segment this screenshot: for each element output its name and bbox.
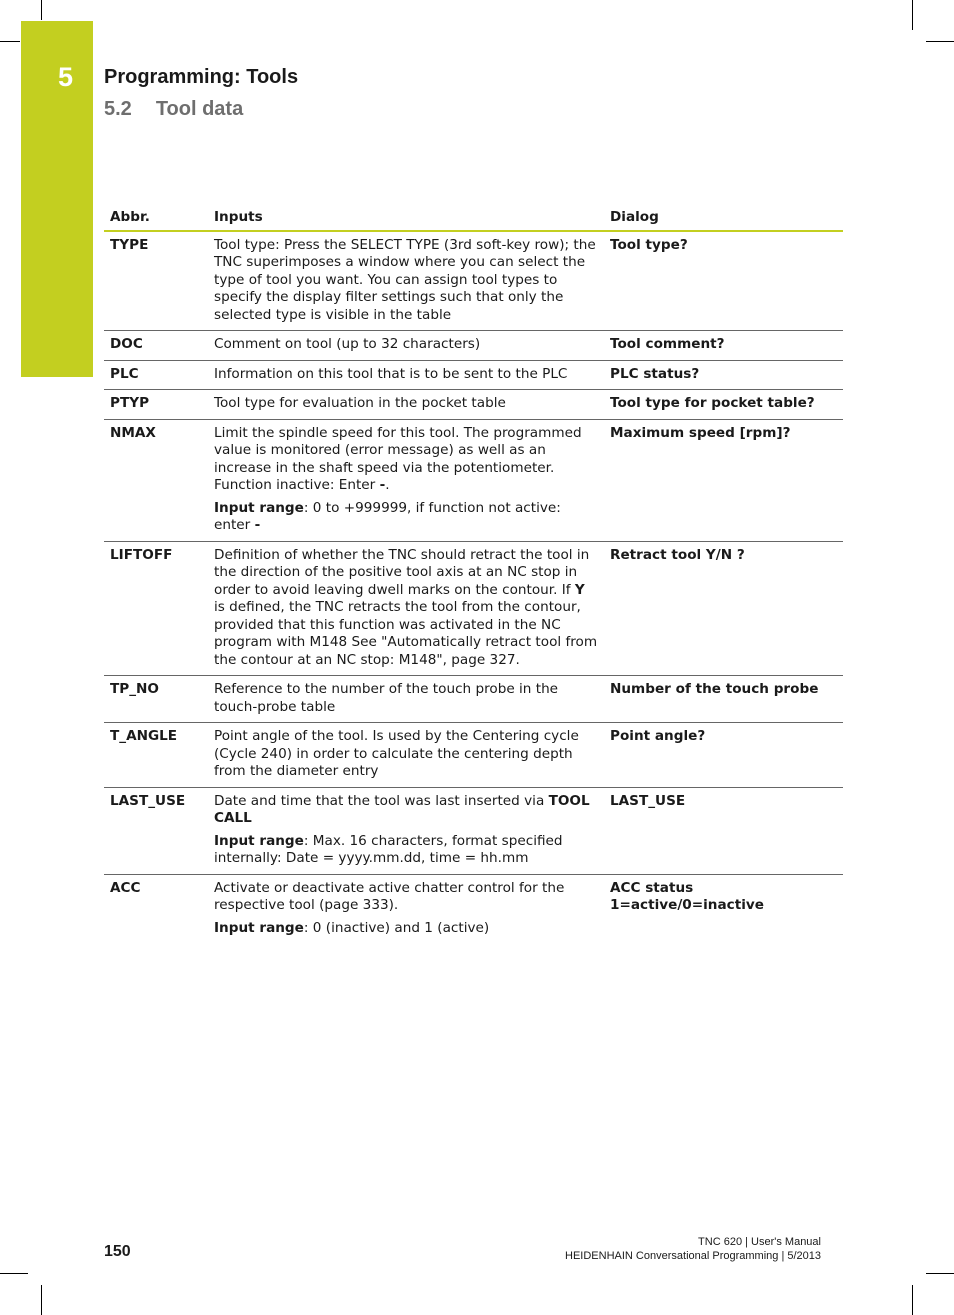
crop-mark	[41, 1285, 42, 1315]
cell-inputs	[208, 541, 604, 676]
cell-abbr: DOC	[104, 331, 208, 361]
footer-line-1: TNC 620 | User's Manual	[698, 1236, 821, 1248]
inputs-paragraph	[214, 237, 598, 325]
inputs-text: Limit the spindle speed for this tool. The programmed value is monitored (error message) as well as an increase in the shaft speed via the potentiometer. Function inactive: Enter	[214, 424, 582, 493]
cell-dialog: Tool type for pocket table?	[604, 390, 843, 420]
cell-dialog: Tool comment?	[604, 331, 843, 361]
inputs-text: Reference to the number of the touch probe in the touch-probe table	[214, 681, 559, 715]
cell-inputs	[208, 390, 604, 420]
table-row	[104, 360, 843, 390]
table-row	[104, 874, 843, 943]
crop-mark	[926, 1273, 954, 1274]
section-number: 5.2	[104, 98, 132, 120]
inputs-paragraph	[214, 681, 598, 716]
inputs-emphasis: -	[254, 517, 261, 533]
inputs-paragraph	[214, 793, 598, 828]
inputs-paragraph	[214, 395, 598, 413]
cell-dialog: Tool type?	[604, 231, 843, 331]
table-row	[104, 676, 843, 723]
cell-inputs	[208, 331, 604, 361]
cell-inputs	[208, 360, 604, 390]
crop-mark	[0, 41, 20, 42]
cell-abbr: LIFTOFF	[104, 541, 208, 676]
inputs-text: is defined, the TNC retracts the tool from the contour, provided that this function was activated in the NC program with M148 See "Automatically retract tool from the contour at an NC stop: M148", page 327.	[214, 599, 598, 668]
cell-dialog: Maximum speed [rpm]?	[604, 419, 843, 541]
inputs-paragraph	[214, 547, 598, 670]
cell-abbr: T_ANGLE	[104, 723, 208, 788]
cell-dialog: Retract tool Y/N ?	[604, 541, 843, 676]
inputs-text: : Max. 16 characters, format specified internally: Date = yyyy.mm.dd, time = hh.mm	[214, 832, 563, 866]
cell-inputs	[208, 787, 604, 874]
table-row	[104, 331, 843, 361]
table-row	[104, 787, 843, 874]
cell-abbr: PTYP	[104, 390, 208, 420]
cell-inputs	[208, 723, 604, 788]
inputs-paragraph	[214, 366, 598, 384]
input-range-label: Input range	[214, 919, 304, 936]
cell-inputs	[208, 231, 604, 331]
inputs-emphasis: TOOL CALL	[214, 792, 590, 826]
section-title: Tool data	[155, 98, 244, 120]
column-header-dialog: Dialog	[604, 205, 843, 231]
table-row	[104, 541, 843, 676]
cell-dialog: Point angle?	[604, 723, 843, 788]
column-header-abbr: Abbr.	[104, 205, 208, 231]
inputs-paragraph	[214, 833, 598, 868]
inputs-paragraph	[214, 920, 598, 938]
input-range-label: Input range	[214, 832, 304, 849]
crop-mark	[41, 0, 42, 20]
inputs-emphasis: Y	[574, 581, 585, 598]
table-row	[104, 390, 843, 420]
inputs-text: : 0 (inactive) and 1 (active)	[303, 919, 490, 936]
cell-abbr: TP_NO	[104, 676, 208, 723]
cell-abbr: ACC	[110, 879, 141, 896]
input-range-label: Input range	[214, 499, 304, 516]
cell-inputs	[208, 419, 604, 541]
chapter-tab	[21, 21, 93, 377]
inputs-paragraph	[214, 880, 598, 915]
inputs-text: Definition of whether the TNC should retract the tool in the direction of the positive tool axis at an NC stop in order to avoid leaving dwell marks on the contour. If	[214, 546, 590, 598]
crop-mark	[0, 1273, 28, 1274]
page-number: 150	[104, 1243, 131, 1260]
table-header-row	[104, 205, 843, 231]
tool-data-table	[104, 205, 843, 943]
cell-abbr: NMAX	[104, 419, 208, 541]
cell-dialog: PLC status?	[604, 360, 843, 390]
cell-abbr: PLC	[104, 360, 208, 390]
table-row	[104, 419, 843, 541]
inputs-text: Information on this tool that is to be sent to the PLC	[214, 365, 568, 382]
crop-mark	[926, 41, 954, 42]
section-heading	[104, 98, 243, 121]
cell-abbr: LAST_USE	[104, 787, 208, 874]
inputs-text: : 0 to +999999, if function not active: enter	[214, 499, 561, 533]
column-header-inputs: Inputs	[208, 205, 604, 231]
inputs-emphasis: -	[379, 477, 386, 493]
inputs-paragraph	[214, 336, 598, 354]
inputs-paragraph	[214, 425, 598, 495]
inputs-paragraph	[214, 728, 598, 781]
crop-mark	[912, 0, 913, 30]
inputs-text: Tool type: Press the SELECT TYPE (3rd soft-key row); the TNC superimposes a window where you can select the type of tool you want. You can assign tool types to specify the display filter settings such that only the selected type is visible in the table	[214, 236, 596, 323]
chapter-number: 5	[58, 62, 74, 92]
inputs-text: Point angle of the tool. Is used by the Centering cycle (Cycle 240) in order to calculate the centering depth from the diameter entry	[214, 728, 579, 779]
footer-text	[565, 1235, 821, 1263]
footer-line-2: HEIDENHAIN Conversational Programming | 5/2013	[565, 1250, 821, 1262]
inputs-text: .	[385, 477, 390, 493]
inputs-text: Tool type for evaluation in the pocket table	[214, 395, 506, 411]
cell-dialog: Number of the touch probe	[604, 676, 843, 723]
inputs-text: Activate or deactivate active chatter control for the respective tool (page 333).	[214, 879, 565, 913]
cell-inputs	[208, 676, 604, 723]
table-row	[104, 231, 843, 331]
cell-inputs	[208, 874, 604, 943]
inputs-text: Date and time that the tool was last inserted via	[214, 792, 549, 809]
inputs-text: Comment on tool (up to 32 characters)	[214, 336, 481, 352]
chapter-title: Programming: Tools	[104, 66, 299, 88]
inputs-paragraph	[214, 500, 598, 535]
table-body	[104, 231, 843, 944]
cell-dialog: LAST_USE	[604, 787, 843, 874]
cell-dialog: ACC status 1=active/0=inactive	[610, 879, 764, 913]
cell-abbr: TYPE	[104, 231, 208, 331]
crop-mark	[912, 1285, 913, 1315]
table-row	[104, 723, 843, 788]
